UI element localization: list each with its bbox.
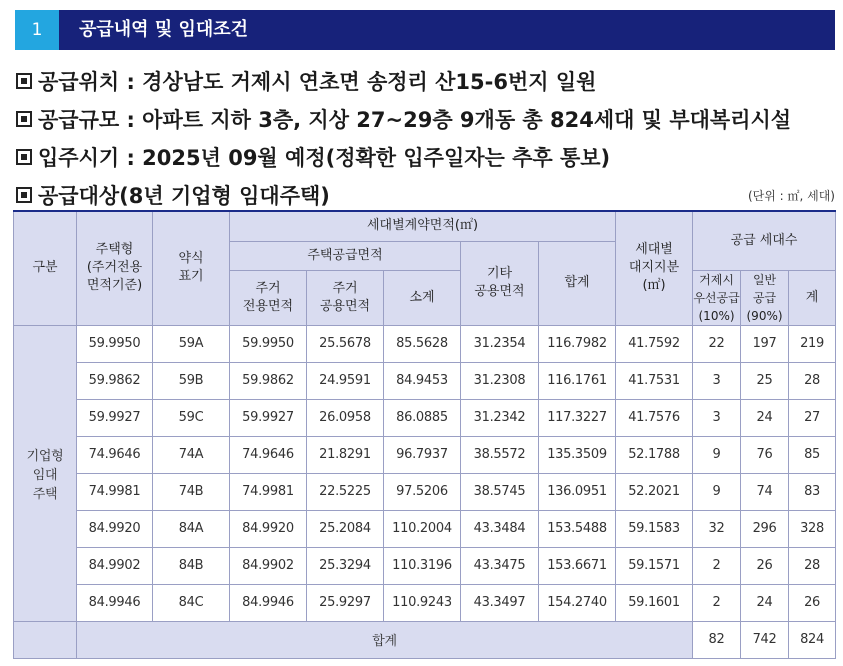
cell-exclusive: 59.9927 — [230, 399, 307, 436]
checkbox-square-icon — [16, 187, 32, 203]
cell-abbr: 74B — [153, 473, 230, 510]
header-area-per-unit: 세대별계약면적(㎡) — [230, 211, 616, 241]
cell-general: 24 — [741, 399, 789, 436]
cell-abbr: 59C — [153, 399, 230, 436]
cell-exclusive: 59.9950 — [230, 325, 307, 362]
cell-abbr: 59B — [153, 362, 230, 399]
checkbox-square-icon — [16, 149, 32, 165]
cell-housing-type: 59.9927 — [77, 399, 153, 436]
cell-housing-type: 74.9646 — [77, 436, 153, 473]
cell-subtotal: 110.3196 — [384, 547, 461, 584]
total-priority: 82 — [693, 621, 741, 658]
cell-priority: 32 — [693, 510, 741, 547]
cell-abbr: 74A — [153, 436, 230, 473]
header-subtotal: 소계 — [384, 270, 461, 325]
cell-total: 27 — [789, 399, 836, 436]
header-abbr: 약식 표기 — [153, 211, 230, 325]
cell-priority: 9 — [693, 473, 741, 510]
cell-housing-type: 74.9981 — [77, 473, 153, 510]
cell-priority: 2 — [693, 547, 741, 584]
section-header — [15, 10, 835, 50]
cell-sum: 154.2740 — [539, 584, 616, 621]
header-common: 주거 공용면적 — [307, 270, 384, 325]
total-label: 합계 — [77, 621, 693, 658]
cell-exclusive: 84.9920 — [230, 510, 307, 547]
total-general: 742 — [741, 621, 789, 658]
header-division: 구분 — [14, 211, 77, 325]
cell-subtotal: 97.5206 — [384, 473, 461, 510]
cell-land-share: 59.1583 — [616, 510, 693, 547]
cell-land-share: 59.1571 — [616, 547, 693, 584]
info-list — [16, 66, 791, 218]
cell-other-common: 43.3484 — [461, 510, 539, 547]
cell-total: 328 — [789, 510, 836, 547]
cell-priority: 3 — [693, 399, 741, 436]
cell-sum: 136.0951 — [539, 473, 616, 510]
header-sum: 합계 — [539, 241, 616, 325]
cell-exclusive: 74.9981 — [230, 473, 307, 510]
cell-common: 25.3294 — [307, 547, 384, 584]
cell-common: 26.0958 — [307, 399, 384, 436]
total-empty-cell — [14, 621, 77, 658]
cell-abbr: 59A — [153, 325, 230, 362]
cell-exclusive: 74.9646 — [230, 436, 307, 473]
info-item-location: 공급위치 : 경상남도 거제시 연초면 송정리 산15-6번지 일원 — [16, 66, 791, 104]
cell-subtotal: 84.9453 — [384, 362, 461, 399]
section-title: 공급내역 및 임대조건 — [79, 19, 249, 40]
header-supply-units: 공급 세대수 — [693, 211, 836, 270]
cell-priority: 22 — [693, 325, 741, 362]
cell-common: 21.8291 — [307, 436, 384, 473]
cell-total: 219 — [789, 325, 836, 362]
cell-total: 85 — [789, 436, 836, 473]
cell-housing-type: 84.9902 — [77, 547, 153, 584]
cell-sum: 116.1761 — [539, 362, 616, 399]
cell-subtotal: 110.2004 — [384, 510, 461, 547]
header-housing-type: 주택형 (주거전용 면적기준) — [77, 211, 153, 325]
table-row — [14, 510, 836, 547]
cell-land-share: 52.1788 — [616, 436, 693, 473]
cell-general: 296 — [741, 510, 789, 547]
cell-sum: 153.5488 — [539, 510, 616, 547]
cell-subtotal: 86.0885 — [384, 399, 461, 436]
cell-land-share: 41.7592 — [616, 325, 693, 362]
cell-subtotal: 96.7937 — [384, 436, 461, 473]
cell-total: 26 — [789, 584, 836, 621]
cell-housing-type: 84.9920 — [77, 510, 153, 547]
cell-priority: 2 — [693, 584, 741, 621]
table-row — [14, 325, 836, 362]
cell-land-share: 52.2021 — [616, 473, 693, 510]
info-item-move-in: 입주시기 : 2025년 09월 예정(정확한 입주일자는 추후 통보) — [16, 142, 791, 180]
cell-general: 26 — [741, 547, 789, 584]
cell-sum: 117.3227 — [539, 399, 616, 436]
cell-sum: 135.3509 — [539, 436, 616, 473]
table-row — [14, 547, 836, 584]
cell-common: 25.5678 — [307, 325, 384, 362]
header-priority: 거제시 우선공급 (10%) — [693, 270, 741, 325]
total-row — [14, 621, 836, 658]
cell-other-common: 31.2354 — [461, 325, 539, 362]
checkbox-square-icon — [16, 111, 32, 127]
cell-sum: 153.6671 — [539, 547, 616, 584]
table-row — [14, 436, 836, 473]
cell-abbr: 84B — [153, 547, 230, 584]
cell-common: 22.5225 — [307, 473, 384, 510]
table-row — [14, 362, 836, 399]
unit-note: (단위 : ㎡, 세대) — [747, 189, 835, 203]
cell-abbr: 84A — [153, 510, 230, 547]
table-row — [14, 584, 836, 621]
cell-housing-type: 59.9950 — [77, 325, 153, 362]
cell-other-common: 43.3497 — [461, 584, 539, 621]
cell-other-common: 43.3475 — [461, 547, 539, 584]
cell-exclusive: 84.9902 — [230, 547, 307, 584]
cell-common: 24.9591 — [307, 362, 384, 399]
header-general: 일반 공급 (90%) — [741, 270, 789, 325]
cell-subtotal: 110.9243 — [384, 584, 461, 621]
cell-general: 76 — [741, 436, 789, 473]
header-exclusive: 주거 전용면적 — [230, 270, 307, 325]
info-item-target: 공급대상(8년 기업형 임대주택) — [16, 180, 791, 218]
cell-total: 83 — [789, 473, 836, 510]
cell-priority: 9 — [693, 436, 741, 473]
cell-total: 28 — [789, 362, 836, 399]
cell-general: 25 — [741, 362, 789, 399]
supply-table — [13, 210, 836, 659]
cell-other-common: 31.2308 — [461, 362, 539, 399]
cell-housing-type: 84.9946 — [77, 584, 153, 621]
cell-priority: 3 — [693, 362, 741, 399]
cell-sum: 116.7982 — [539, 325, 616, 362]
group-label: 기업형 임대 주택 — [14, 325, 77, 621]
cell-housing-type: 59.9862 — [77, 362, 153, 399]
cell-land-share: 41.7531 — [616, 362, 693, 399]
cell-abbr: 84C — [153, 584, 230, 621]
cell-land-share: 59.1601 — [616, 584, 693, 621]
table-row — [14, 399, 836, 436]
header-supply-area: 주택공급면적 — [230, 241, 461, 270]
cell-exclusive: 59.9862 — [230, 362, 307, 399]
cell-land-share: 41.7576 — [616, 399, 693, 436]
header-land-share: 세대별 대지지분 (㎡) — [616, 211, 693, 325]
info-item-scale: 공급규모 : 아파트 지하 3층, 지상 27~29층 9개동 총 824세대 및 부대복리시설 — [16, 104, 791, 142]
cell-subtotal: 85.5628 — [384, 325, 461, 362]
cell-other-common: 38.5572 — [461, 436, 539, 473]
table-row — [14, 473, 836, 510]
cell-common: 25.2084 — [307, 510, 384, 547]
cell-other-common: 38.5745 — [461, 473, 539, 510]
cell-general: 74 — [741, 473, 789, 510]
cell-total: 28 — [789, 547, 836, 584]
header-total: 계 — [789, 270, 836, 325]
cell-general: 24 — [741, 584, 789, 621]
cell-exclusive: 84.9946 — [230, 584, 307, 621]
table-body — [14, 325, 836, 621]
total-sum: 824 — [789, 621, 836, 658]
header-other-common: 기타 공용면적 — [461, 241, 539, 325]
section-number: 1 — [15, 10, 59, 50]
cell-general: 197 — [741, 325, 789, 362]
cell-common: 25.9297 — [307, 584, 384, 621]
cell-other-common: 31.2342 — [461, 399, 539, 436]
checkbox-square-icon — [16, 73, 32, 89]
